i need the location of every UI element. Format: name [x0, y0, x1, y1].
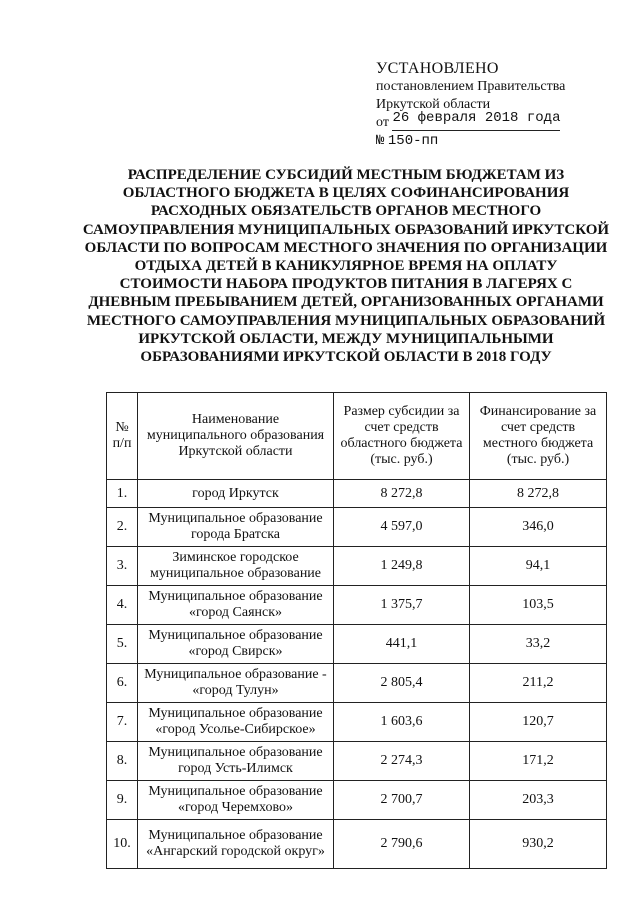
header-subsidy: Размер субсидии за счет средств областного бюджета (тыс. руб.) [334, 393, 470, 480]
row-name: Муниципальное образование «Ангарский городской округ» [138, 820, 334, 869]
row-local: 33,2 [470, 625, 607, 664]
table-row [107, 742, 607, 781]
row-subsidy: 441,1 [334, 625, 470, 664]
table-row [107, 508, 607, 547]
table-row [107, 625, 607, 664]
header-local: Финансирование за счет средств местного бюджета (тыс. руб.) [470, 393, 607, 480]
header-number: № п/п [107, 393, 138, 480]
row-local: 211,2 [470, 664, 607, 703]
table-row [107, 586, 607, 625]
row-subsidy: 2 274,3 [334, 742, 470, 781]
row-name: Зиминское городское муниципальное образование [138, 547, 334, 586]
approval-block [376, 60, 626, 150]
approval-line-2: Иркутской области [376, 97, 491, 112]
row-name: Муниципальное образование «город Усолье-Сибирское» [138, 703, 334, 742]
approval-number: 150-пп [387, 133, 439, 149]
approval-number-line [376, 132, 626, 150]
row-local: 94,1 [470, 547, 607, 586]
row-subsidy: 2 805,4 [334, 664, 470, 703]
row-name: Муниципальное образование «город Черемхово» [138, 781, 334, 820]
row-local: 346,0 [470, 508, 607, 547]
row-number: 10. [107, 820, 138, 869]
row-name: город Иркутск [138, 480, 334, 508]
row-number: 4. [107, 586, 138, 625]
row-number: 6. [107, 664, 138, 703]
table-row [107, 820, 607, 869]
row-subsidy: 2 790,6 [334, 820, 470, 869]
approval-line-1: постановлением Правительства [376, 79, 566, 94]
row-subsidy: 8 272,8 [334, 480, 470, 508]
row-local: 103,5 [470, 586, 607, 625]
row-number: 5. [107, 625, 138, 664]
approval-heading: УСТАНОВЛЕНО [376, 60, 499, 77]
row-local: 8 272,8 [470, 480, 607, 508]
row-number: 2. [107, 508, 138, 547]
row-number: 1. [107, 480, 138, 508]
document-title: РАСПРЕДЕЛЕНИЕ СУБСИДИЙ МЕСТНЫМ БЮДЖЕТАМ ИЗ ОБЛАСТНОГО БЮДЖЕТА В ЦЕЛЯХ СОФИНАНСИРОВАНИЯ РАСХОДНЫХ ОБЯЗАТЕЛЬСТВ ОРГАНОВ МЕСТНОГО САМОУПРАВЛЕНИЯ МУНИЦИПАЛЬНЫХ ОБРАЗОВАНИЙ ИРКУТСКОЙ ОБЛАСТИ ПО ВОПРОСАМ МЕСТНОГО ЗНАЧЕНИЯ ПО ОРГАНИЗАЦИИ ОТДЫХА ДЕТЕЙ В КАНИКУЛЯРНОЕ ВРЕМЯ НА ОПЛАТУ СТОИМОСТИ НАБОРА ПРОДУКТОВ ПИТАНИЯ В ЛАГЕРЯХ С ДНЕВНЫМ ПРЕБЫВАНИЕМ ДЕТЕЙ, ОРГАНИЗОВАННЫХ ОРГАНАМИ МЕСТНОГО САМОУПРАВЛЕНИЯ МУНИЦИПАЛЬНЫХ ОБРАЗОВАНИЙ ИРКУТСКОЙ ОБЛАСТИ, МЕЖДУ МУНИЦИПАЛЬНЫМИ ОБРАЗОВАНИЯМИ ИРКУТСКОЙ ОБЛАСТИ В 2018 ГОДУ [82, 167, 610, 366]
table-row [107, 664, 607, 703]
table-header-row [107, 393, 607, 480]
row-local: 203,3 [470, 781, 607, 820]
table-row [107, 703, 607, 742]
table-row [107, 781, 607, 820]
row-local: 171,2 [470, 742, 607, 781]
row-name: Муниципальное образование город Усть-Илимск [138, 742, 334, 781]
row-number: 9. [107, 781, 138, 820]
row-subsidy: 2 700,7 [334, 781, 470, 820]
row-name: Муниципальное образование города Братска [138, 508, 334, 547]
approval-date-line [376, 110, 626, 132]
row-name: Муниципальное образование - «город Тулун» [138, 664, 334, 703]
row-number: 3. [107, 547, 138, 586]
row-subsidy: 1 603,6 [334, 703, 470, 742]
row-subsidy: 1 375,7 [334, 586, 470, 625]
header-name: Наименование муниципального образования Иркутской области [138, 393, 334, 480]
row-local: 120,7 [470, 703, 607, 742]
row-subsidy: 1 249,8 [334, 547, 470, 586]
approval-number-prefix: № [376, 133, 385, 149]
row-subsidy: 4 597,0 [334, 508, 470, 547]
row-number: 7. [107, 703, 138, 742]
subsidy-table [106, 392, 607, 869]
row-name: Муниципальное образование «город Свирск» [138, 625, 334, 664]
table-row [107, 547, 607, 586]
row-name: Муниципальное образование «город Саянск» [138, 586, 334, 625]
approval-date: 26 февраля 2018 года [392, 110, 561, 126]
row-number: 8. [107, 742, 138, 781]
row-local: 930,2 [470, 820, 607, 869]
table-row [107, 480, 607, 508]
approval-date-prefix: от [376, 115, 389, 130]
